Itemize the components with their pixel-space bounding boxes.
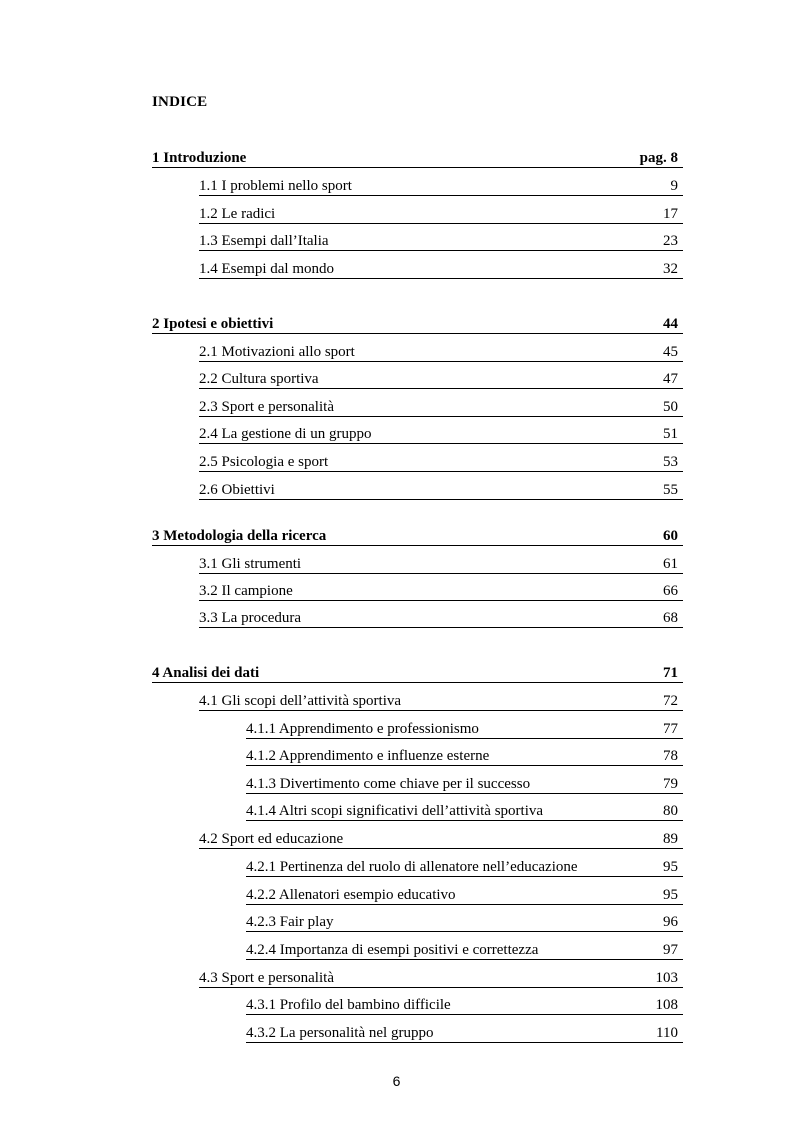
toc-entry-label: 4 Analisi dei dati — [152, 665, 260, 681]
toc-entry-page: 44 — [663, 316, 678, 332]
toc-entry — [246, 747, 683, 766]
toc-entry — [199, 692, 683, 711]
toc-entry-page: 77 — [663, 721, 678, 737]
toc-entry — [199, 398, 683, 417]
toc-entry-label: 4.2.3 Fair play — [246, 914, 334, 930]
toc-chapter — [152, 527, 683, 546]
toc-chapter — [152, 664, 683, 683]
toc-entry — [246, 941, 683, 960]
toc-entry-page: 97 — [663, 942, 678, 958]
page-number: 6 — [392, 1073, 401, 1089]
toc-entry — [199, 343, 683, 362]
toc-entry-label: 3.2 Il campione — [199, 583, 293, 599]
toc-entry-label: 2.3 Sport e personalità — [199, 399, 334, 415]
toc-chapter — [152, 315, 683, 334]
toc-entry — [246, 720, 683, 739]
toc-entry-page: 45 — [663, 344, 678, 360]
toc-entry-label: 4.2.2 Allenatori esempio educativo — [246, 887, 456, 903]
toc-entry-label: 3.1 Gli strumenti — [199, 556, 302, 572]
toc-entry-page: 53 — [663, 454, 678, 470]
toc-entry-label: 1 Introduzione — [152, 150, 247, 166]
toc-entry-page: pag. 8 — [639, 150, 678, 166]
toc-entry-label: 2.5 Psicologia e sport — [199, 454, 329, 470]
toc-entry-page: 72 — [663, 693, 678, 709]
toc-entry-label: 4.2.4 Importanza di esempi positivi e correttezza — [246, 942, 539, 958]
toc-entry — [199, 177, 683, 196]
toc-chapter — [152, 149, 683, 168]
toc-entry-page: 50 — [663, 399, 678, 415]
toc-entry-label: 4.3.1 Profilo del bambino difficile — [246, 997, 451, 1013]
toc-entry — [246, 1024, 683, 1043]
toc-entry-label: 4.1.1 Apprendimento e professionismo — [246, 721, 479, 737]
toc-entry — [199, 370, 683, 389]
toc-entry-label: 2 Ipotesi e obiettivi — [152, 316, 274, 332]
toc-entry-label: 4.1 Gli scopi dell’attività sportiva — [199, 693, 402, 709]
toc-entry — [199, 582, 683, 601]
toc-entry — [246, 775, 683, 794]
toc-entry-page: 103 — [655, 970, 678, 986]
toc-entry — [199, 830, 683, 849]
toc-entry — [246, 913, 683, 932]
toc-entry-label: 2.1 Motivazioni allo sport — [199, 344, 355, 360]
toc-entry-page: 78 — [663, 748, 678, 764]
toc-entry-page: 66 — [663, 583, 678, 599]
toc-entry-label: 2.6 Obiettivi — [199, 482, 275, 498]
toc-entry-label: 3.3 La procedura — [199, 610, 302, 626]
toc-entry-label: 1.2 Le radici — [199, 206, 276, 222]
toc-entry-label: 4.3 Sport e personalità — [199, 970, 334, 986]
toc-entry-page: 9 — [670, 178, 678, 194]
toc-entry-label: 4.3.2 La personalità nel gruppo — [246, 1025, 434, 1041]
toc-entry-label: 1.1 I problemi nello sport — [199, 178, 352, 194]
toc-entry-page: 23 — [663, 233, 678, 249]
toc-entry-label: 4.1.2 Apprendimento e influenze esterne — [246, 748, 490, 764]
toc-entry-label: 4.2 Sport ed educazione — [199, 831, 344, 847]
toc-entry — [246, 802, 683, 821]
toc-entry-label: 3 Metodologia della ricerca — [152, 528, 327, 544]
toc-entry-page: 95 — [663, 859, 678, 875]
toc-entry-page: 55 — [663, 482, 678, 498]
toc-entry-page: 61 — [663, 556, 678, 572]
toc-entry-page: 68 — [663, 610, 678, 626]
toc-entry-label: 1.3 Esempi dall’Italia — [199, 233, 329, 249]
toc-entry-label: 4.2.1 Pertinenza del ruolo di allenatore nell’educazione — [246, 859, 578, 875]
toc-entry-page: 32 — [663, 261, 678, 277]
toc-entry — [199, 425, 683, 444]
toc-entry — [199, 555, 683, 574]
toc-entry — [199, 609, 683, 628]
toc-entry-page: 71 — [663, 665, 678, 681]
toc-entry-label: 1.4 Esempi dal mondo — [199, 261, 334, 277]
toc-entry — [199, 969, 683, 988]
toc-entry — [199, 232, 683, 251]
toc-entry-page: 51 — [663, 426, 678, 442]
toc-entry-page: 47 — [663, 371, 678, 387]
toc-entry-page: 60 — [663, 528, 678, 544]
toc-entry — [199, 453, 683, 472]
toc-entry-page: 80 — [663, 803, 678, 819]
toc-entry — [246, 996, 683, 1015]
toc-entry-page: 95 — [663, 887, 678, 903]
toc-entry-page: 17 — [663, 206, 678, 222]
toc-entry-label: 4.1.4 Altri scopi significativi dell’attività sportiva — [246, 803, 544, 819]
toc-entry-page: 79 — [663, 776, 678, 792]
toc-entry-page: 89 — [663, 831, 678, 847]
toc-entry — [199, 205, 683, 224]
toc-entry-label: 2.4 La gestione di un gruppo — [199, 426, 372, 442]
toc-entry — [246, 858, 683, 877]
toc-entry — [246, 886, 683, 905]
toc-entry-label: 4.1.3 Divertimento come chiave per il successo — [246, 776, 531, 792]
toc-entry-page: 110 — [656, 1025, 678, 1041]
toc-entry — [199, 481, 683, 500]
page-title: INDICE — [152, 94, 208, 110]
toc-entry-page: 96 — [663, 914, 678, 930]
toc-entry-page: 108 — [655, 997, 678, 1013]
toc-entry — [199, 260, 683, 279]
toc-entry-label: 2.2 Cultura sportiva — [199, 371, 319, 387]
